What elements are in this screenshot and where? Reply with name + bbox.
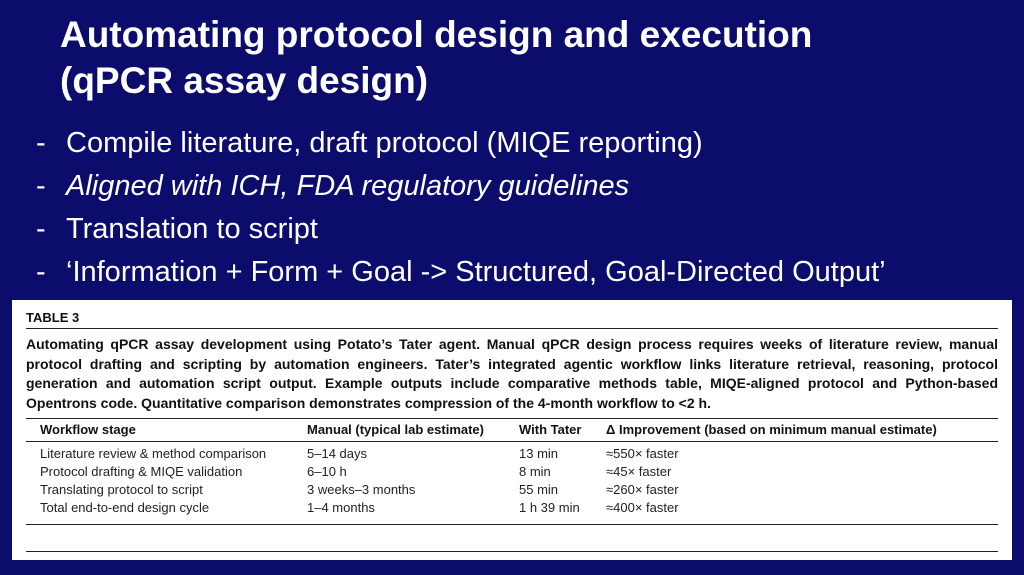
bullet-text: Aligned with ICH, FDA regulatory guidelines [66,170,630,202]
cell-improvement: ≈45× faster [606,464,672,479]
cell-manual: 3 weeks–3 months [307,482,416,497]
header-improvement: Δ Improvement (based on minimum manual estimate) [606,422,937,437]
bullet-dash: - [36,127,46,159]
bullet-dash: - [36,213,46,245]
cell-improvement: ≈260× faster [606,482,679,497]
header-manual: Manual (typical lab estimate) [307,422,484,437]
cell-stage: Protocol drafting & MIQE validation [40,464,243,479]
table-rule-top [26,328,998,329]
bullet-item [36,251,1006,294]
bullet-item [36,122,1006,165]
slide-title [60,12,1000,104]
cell-tater: 1 h 39 min [519,500,580,515]
bullet-dash: - [36,256,46,288]
bullet-item [36,165,1006,208]
bullet-text: Compile literature, draft protocol (MIQE reporting) [66,127,703,159]
slide-title-line-2: (qPCR assay design) [60,60,429,101]
table-rule-footer [26,551,998,552]
cell-manual: 5–14 days [307,446,367,461]
table-rule-header-top [26,418,998,419]
bullet-text: ‘Information + Form + Goal -> Structured, Goal-Directed Output’ [66,256,886,288]
slide-title-line-1: Automating protocol design and execution [60,14,813,55]
cell-tater: 55 min [519,482,559,497]
cell-stage: Total end-to-end design cycle [40,500,210,515]
header-workflow-stage: Workflow stage [40,422,136,437]
cell-manual: 6–10 h [307,464,347,479]
cell-improvement: ≈550× faster [606,446,679,461]
table-caption: Automating qPCR assay development using Potato’s Tater agent. Manual qPCR design process requires weeks of literature review, manual protocol drafting and scripting by automation engineers. Tater’s integrated agentic workflow links literature retrieval, reasoning, protocol generation and automation script output. Example outputs include comparative methods table, MIQE-aligned protocol and Python-based Opentrons code. Quantitative comparison demonstrates compression of the 4-month workflow to <2 h. [26,336,998,411]
cell-tater: 13 min [519,446,559,461]
bullet-item [36,208,1006,251]
table-panel [12,300,1012,560]
cell-manual: 1–4 months [307,500,375,515]
bullet-dash: - [36,170,46,202]
table-rule-bottom [26,524,998,525]
header-with-tater: With Tater [519,422,582,437]
cell-improvement: ≈400× faster [606,500,679,515]
cell-stage: Translating protocol to script [40,482,203,497]
cell-tater: 8 min [519,464,551,479]
table-label: TABLE 3 [26,310,80,325]
table-rule-header-bottom [26,441,998,442]
cell-stage: Literature review & method comparison [40,446,267,461]
bullet-list [36,122,1006,294]
bullet-text: Translation to script [66,213,318,245]
